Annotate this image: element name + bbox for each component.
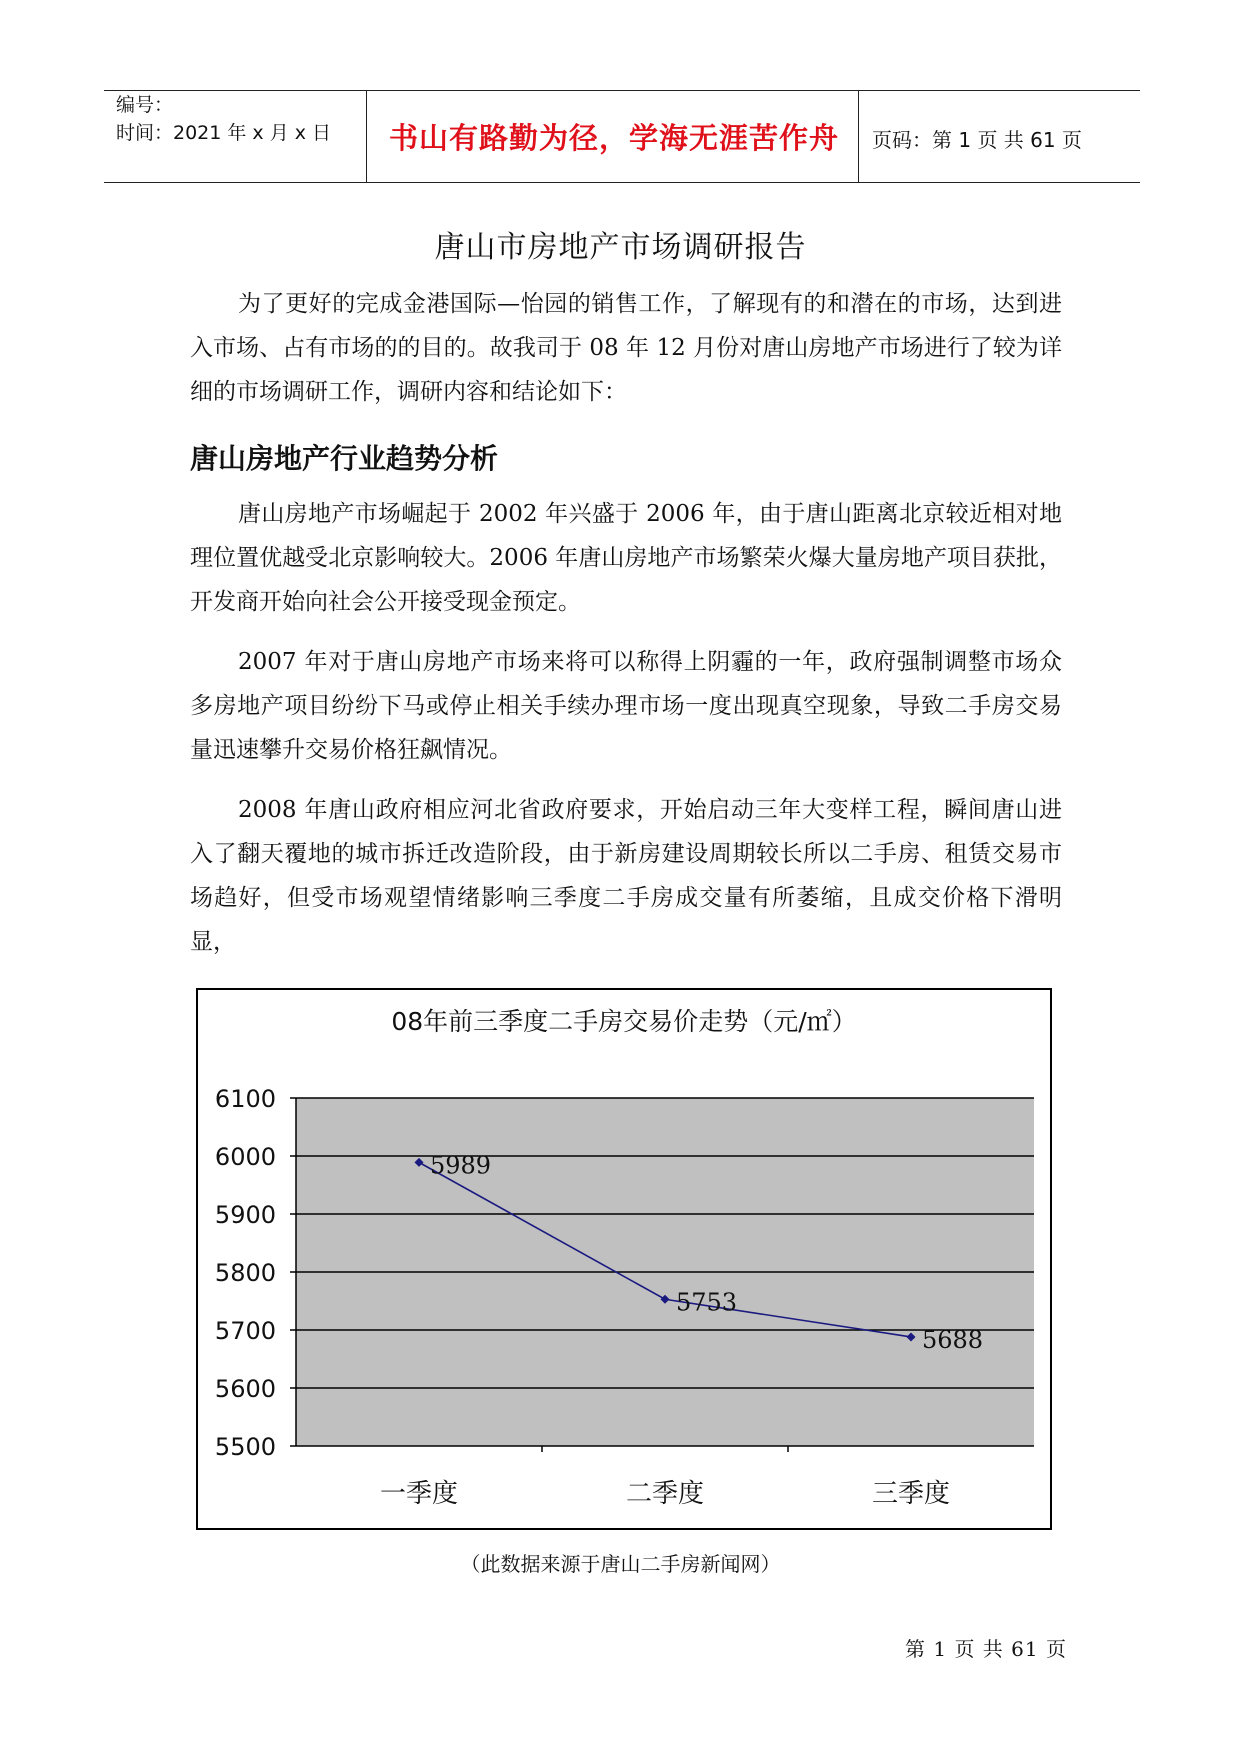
body-paragraph-2008: 2008 年唐山政府相应河北省政府要求，开始启动三年大变样工程，瞬间唐山进入了翻天覆地的城市拆迁改造阶段，由于新房建设周期较长所以二手房、租赁交易市场趋好，但受市场观望情绪影响三季度二手房成交量有所萎缩，且成交价格下滑明显，: [190, 797, 1062, 955]
header-page-code: 页码：第 1 页 共 61 页: [872, 128, 1082, 152]
header-top-rule: [104, 90, 1140, 91]
header-motto: 书山有路勤为径，学海无涯苦作舟: [388, 121, 839, 155]
price-trend-chart-frame: [196, 988, 1052, 1530]
header-divider-right: [858, 90, 859, 183]
data-label: 5989: [430, 1151, 492, 1180]
y-tick-label: 5700: [214, 1317, 276, 1345]
page-footer: 第 1 页 共 61 页: [905, 1637, 1067, 1661]
y-tick-label: 5900: [214, 1201, 276, 1229]
body-paragraph-2002: 唐山房地产市场崛起于 2002 年兴盛于 2006 年，由于唐山距离北京较近相对地理位置优越受北京影响较大。2006 年唐山房地产市场繁荣火爆大量房地产项目获批，开发商开始向社会公开接受现金预定。: [190, 501, 1062, 615]
section-heading: 唐山房地产行业趋势分析: [190, 442, 499, 475]
header-time-label: 时间：2021 年 x 月 x 日: [116, 122, 332, 144]
price-trend-chart: [198, 990, 1050, 1528]
chart-title: 08年前三季度二手房交易价走势（元/㎡）: [391, 1007, 857, 1036]
data-label: 5688: [922, 1325, 984, 1354]
data-label: 5753: [676, 1288, 738, 1317]
header-divider-left: [366, 90, 367, 183]
document-title: 唐山市房地产市场调研报告: [434, 230, 807, 265]
body-paragraph-2007: 2007 年对于唐山房地产市场来将可以称得上阴霾的一年，政府强制调整市场众多房地产项目纷纷下马或停止相关手续办理市场一度出现真空现象，导致二手房交易量迅速攀升交易价格狂飙情况。: [190, 649, 1062, 763]
x-category-label: 一季度: [379, 1479, 459, 1509]
intro-paragraph: 为了更好的完成金港国际—怡园的销售工作，了解现有的和潜在的市场，达到进入市场、占有市场的的目的。故我司于 08 年 12 月份对唐山房地产市场进行了较为详细的市场调研工作，调研内容和结论如下：: [190, 291, 1062, 405]
y-tick-label: 5500: [214, 1433, 276, 1461]
header-number-label: 编号：: [116, 94, 174, 116]
y-tick-label: 6100: [214, 1085, 276, 1113]
x-category-label: 三季度: [871, 1479, 951, 1509]
x-category-label: 二季度: [625, 1479, 705, 1509]
y-tick-label: 5800: [214, 1259, 276, 1287]
y-tick-label: 6000: [214, 1143, 276, 1171]
chart-source-note: （此数据来源于唐山二手房新闻网）: [460, 1552, 781, 1576]
y-tick-label: 5600: [214, 1375, 276, 1403]
header-bottom-rule: [104, 182, 1140, 183]
